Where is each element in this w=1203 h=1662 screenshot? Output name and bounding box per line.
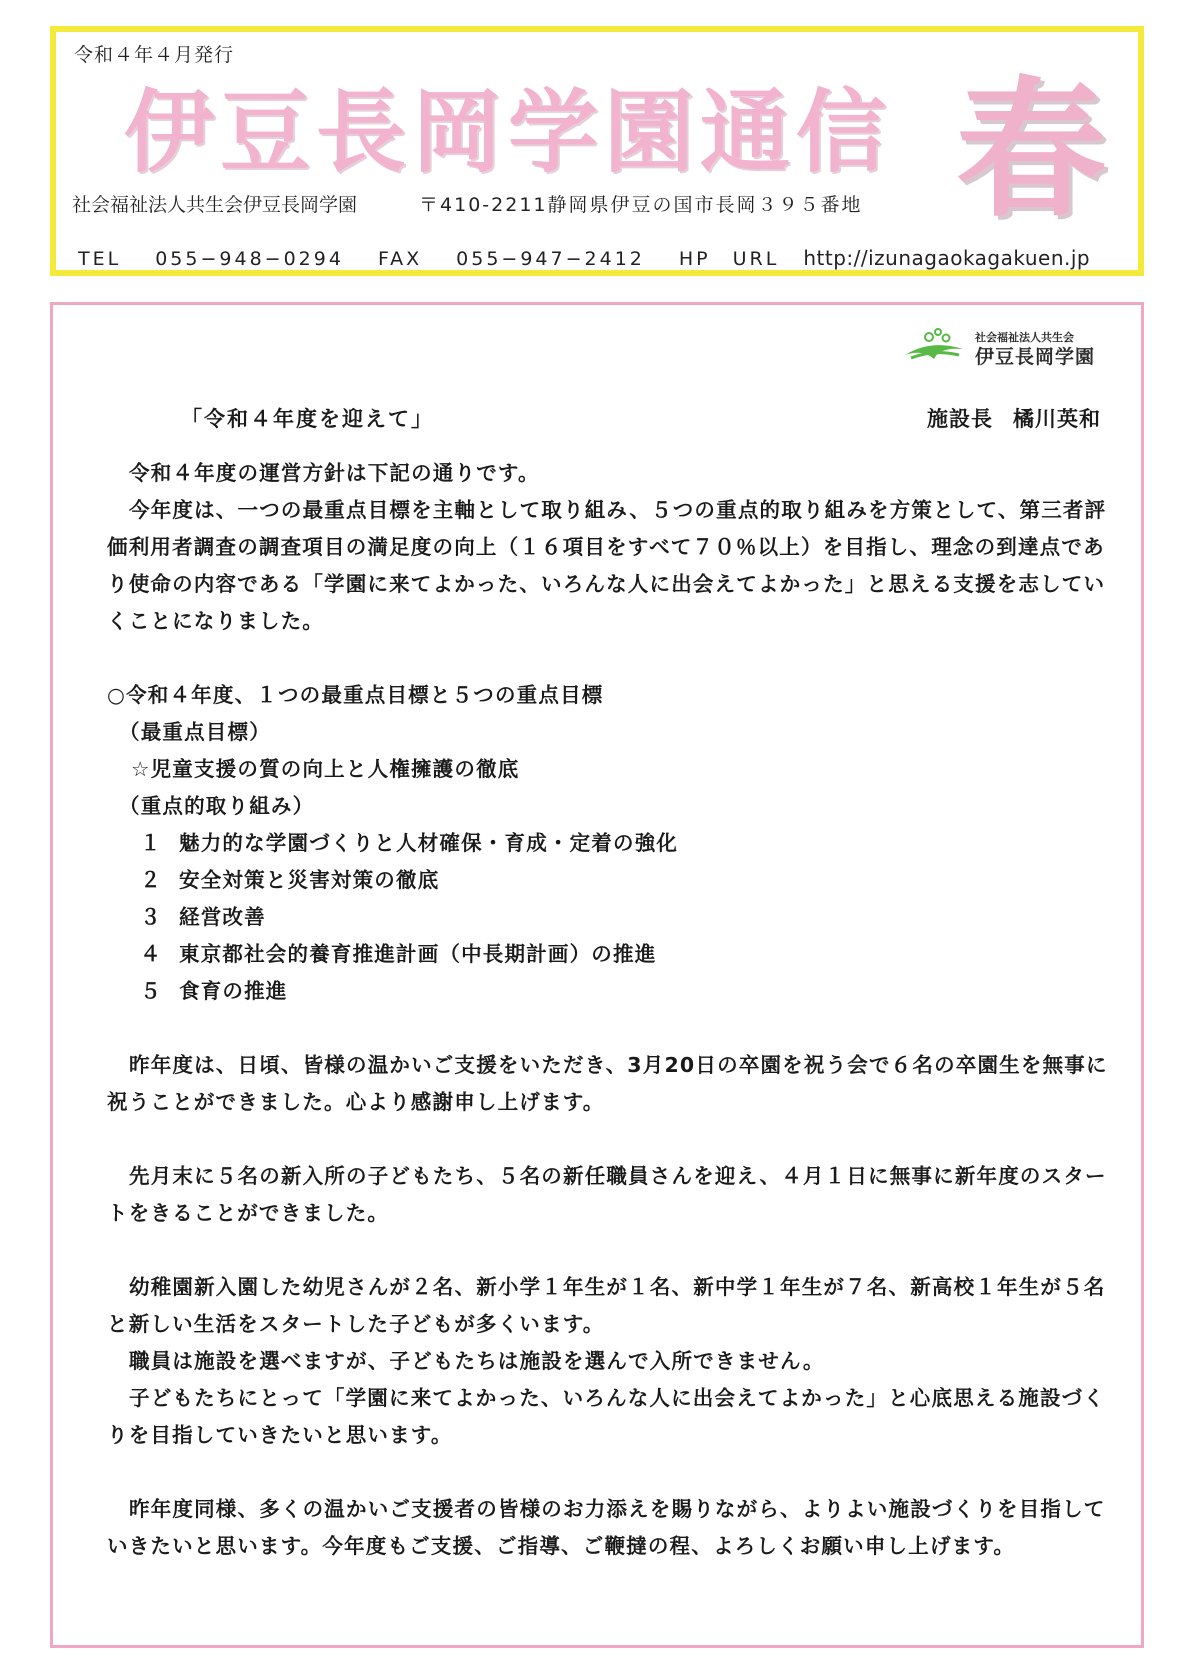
focus-item-number: ４ (140, 942, 162, 966)
contact-line (78, 246, 1090, 270)
article-frame (50, 302, 1144, 1648)
top-goal-label: （最重点目標） (119, 720, 271, 744)
logo-corporation: 社会福祉法人共生会 (975, 331, 1074, 344)
focus-item-number: ２ (140, 868, 162, 892)
masthead-title: 伊豆長岡学園通信 (124, 80, 892, 185)
season-title: 春 (956, 64, 1107, 238)
organization-name: 社会福祉法人共生会伊豆長岡学園 (72, 194, 358, 216)
article-title: 「令和４年度を迎えて」 (181, 407, 434, 431)
tel-number: 055−948−0294 (155, 248, 344, 270)
mission-paragraph: 子どもたちにとって「学園に来てよかった、いろんな人に出会えてよかった」と心底思える施設づくりを目指していきたいと思います。 (107, 1386, 1106, 1447)
logo-name: 伊豆長岡学園 (975, 346, 1096, 368)
focus-item-text: 東京都社会的養育推進計画（中長期計画）の推進 (179, 942, 657, 966)
address: 〒410-2211静岡県伊豆の国市長岡３９５番地 (419, 194, 863, 216)
focus-item-number: １ (140, 831, 162, 855)
intro-paragraph: 令和４年度の運営方針は下記の通りです。 (129, 461, 540, 485)
focus-item (107, 936, 1117, 973)
focus-item-text: 安全対策と災害対策の徹底 (179, 868, 440, 892)
focus-item (107, 973, 1117, 1010)
newsletter-header (50, 26, 1144, 276)
focus-item-text: 経営改善 (179, 905, 266, 929)
focus-item-text: 魅力的な学園づくりと人材確保・育成・定着の強化 (179, 831, 679, 855)
policy-paragraph: 今年度は、一つの最重点目標を主軸として取り組み、５つの重点的取り組みを方策として、第三者評価利用者調査の調査項目の満足度の向上（１６項目をすべて７０％以上）を目指し、理念の到達点であり使命の内容である「学園に来てよかった、いろんな人に出会えてよかった」と思える支援を志していくことになりました。 (107, 498, 1107, 633)
focus-item (107, 899, 1117, 936)
url-label: URL (732, 248, 780, 270)
new-year-paragraph: 先月末に５名の新入所の子どもたち、５名の新任職員さんを迎え、４月１日に無事に新年度のスタートをきることができました。 (107, 1164, 1107, 1225)
focus-label: （重点的取り組み） (119, 794, 315, 818)
tel-label: TEL (78, 248, 122, 270)
issue-date: 令和４年４月発行 (74, 44, 235, 66)
goals-heading: ○令和４年度、１つの最重点目標と５つの重点目標 (107, 683, 604, 707)
author-name: 橘川英和 (1013, 407, 1101, 431)
graduation-paragraph: 昨年度は、日頃、皆様の温かいご支援をいただき、3月20日の卒園を祝う会で６名の卒園生を無事に祝うことができました。心より感謝申し上げます。 (107, 1053, 1108, 1114)
new-students-paragraph: 幼稚園新入園した幼児さんが２名、新小学１年生が１名、新中学１年生が７名、新高校１年生が５名と新しい生活をスタートした子どもが多くいます。 (107, 1275, 1106, 1336)
fax-number: 055−947−2412 (456, 248, 645, 270)
author (927, 403, 1101, 433)
organization-logo (901, 323, 1101, 367)
top-goal: ☆児童支援の質の向上と人権擁護の徹底 (131, 757, 520, 781)
author-role: 施設長 (927, 407, 993, 431)
article-body (107, 455, 1117, 1565)
organization-line (72, 190, 863, 217)
closing-paragraph: 昨年度同様、多くの温かいご支援者の皆様のお力添えを賜りながら、よりよい施設づくりを目指していきたいと思います。今年度もご支援、ご指導、ご鞭撻の程、よろしくお願い申し上げます。 (107, 1497, 1106, 1558)
focus-item-number: ３ (140, 905, 162, 929)
hp-label: HP (678, 248, 711, 270)
sprout-logo-icon (901, 327, 967, 365)
fax-label: FAX (377, 248, 423, 270)
website-url[interactable]: http://izunagaokagakuen.jp (803, 246, 1091, 270)
focus-item (107, 862, 1117, 899)
focus-item (107, 825, 1117, 862)
staff-choice-paragraph: 職員は施設を選べますが、子どもたちは施設を選んで入所できません。 (129, 1349, 825, 1373)
focus-item-text: 食育の推進 (179, 979, 288, 1003)
focus-item-number: ５ (140, 979, 162, 1003)
